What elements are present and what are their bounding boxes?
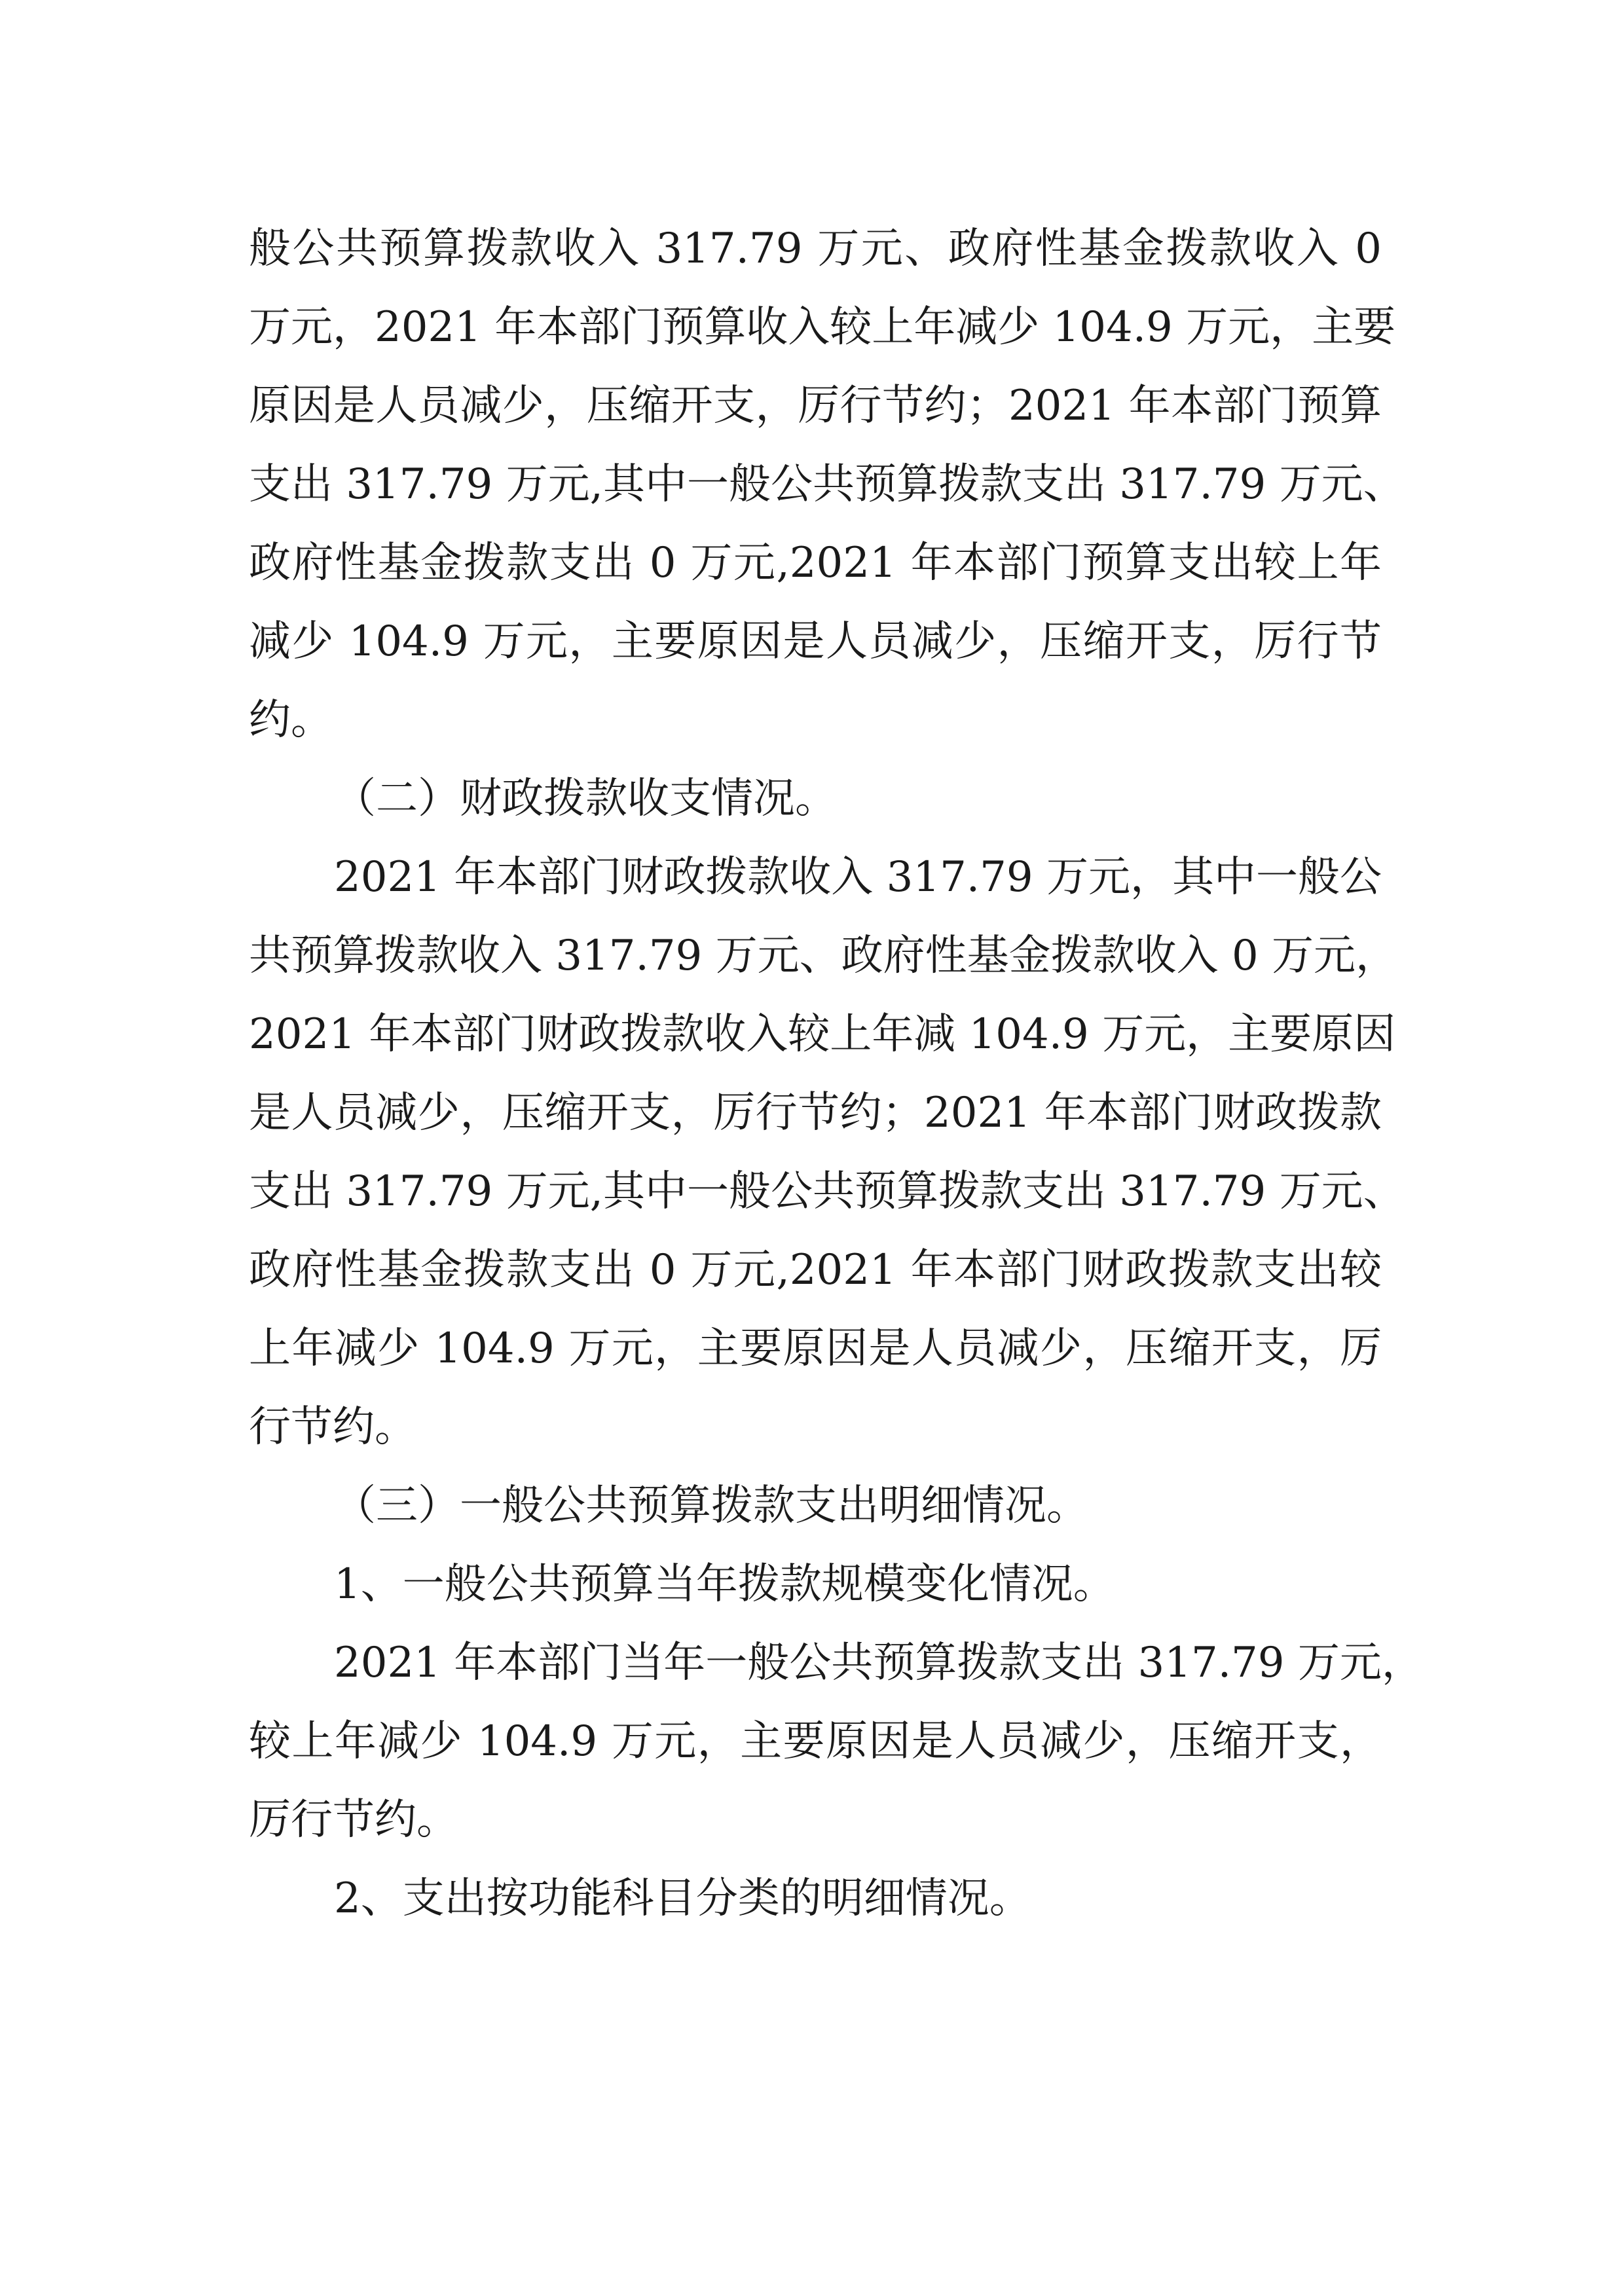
body-line: 政府性基金拨款支出 0 万元,2021 年本部门预算支出较上年	[249, 539, 1382, 587]
subsection-heading: 1、一般公共预算当年拨款规模变化情况。	[334, 1560, 1115, 1609]
subsection-heading: 2、支出按功能科目分类的明细情况。	[334, 1874, 1031, 1923]
body-line: 般公共预算拨款收入 317.79 万元、政府性基金拨款收入 0	[249, 225, 1382, 273]
body-line: 支出 317.79 万元,其中一般公共预算拨款支出 317.79 万元、	[249, 460, 1405, 509]
body-line: 厉行节约。	[249, 1796, 458, 1844]
body-line: 减少 104.9 万元，主要原因是人员减少，压缩开支，厉行节	[249, 617, 1382, 666]
body-line: 约。	[249, 696, 333, 744]
document-page	[249, 210, 1424, 1938]
section-heading: （三）一般公共预算拨款支出明细情况。	[334, 1482, 1088, 1530]
body-line: 支出 317.79 万元,其中一般公共预算拨款支出 317.79 万元、	[249, 1167, 1405, 1216]
body-line: 政府性基金拨款支出 0 万元,2021 年本部门财政拨款支出较	[249, 1246, 1382, 1294]
body-line: 行节约。	[249, 1403, 416, 1451]
body-line: 共预算拨款收入 317.79 万元、政府性基金拨款收入 0 万元，	[249, 932, 1398, 980]
body-line: 万元，2021 年本部门预算收入较上年减少 104.9 万元，主要	[249, 303, 1396, 352]
body-line: 较上年减少 104.9 万元，主要原因是人员减少，压缩开支，	[249, 1717, 1382, 1766]
body-line: 上年减少 104.9 万元，主要原因是人员减少，压缩开支，厉	[249, 1324, 1382, 1373]
body-line: 是人员减少，压缩开支，厉行节约；2021 年本部门财政拨款	[249, 1089, 1382, 1137]
body-line: 2021 年本部门财政拨款收入 317.79 万元，其中一般公	[334, 853, 1382, 902]
body-line: 2021 年本部门财政拨款收入较上年减 104.9 万元，主要原因	[249, 1010, 1396, 1059]
body-line: 原因是人员减少，压缩开支，厉行节约；2021 年本部门预算	[249, 382, 1382, 430]
body-line: 2021 年本部门当年一般公共预算拨款支出 317.79 万元，	[334, 1639, 1424, 1687]
section-heading: （二）财政拨款收支情况。	[334, 774, 837, 823]
